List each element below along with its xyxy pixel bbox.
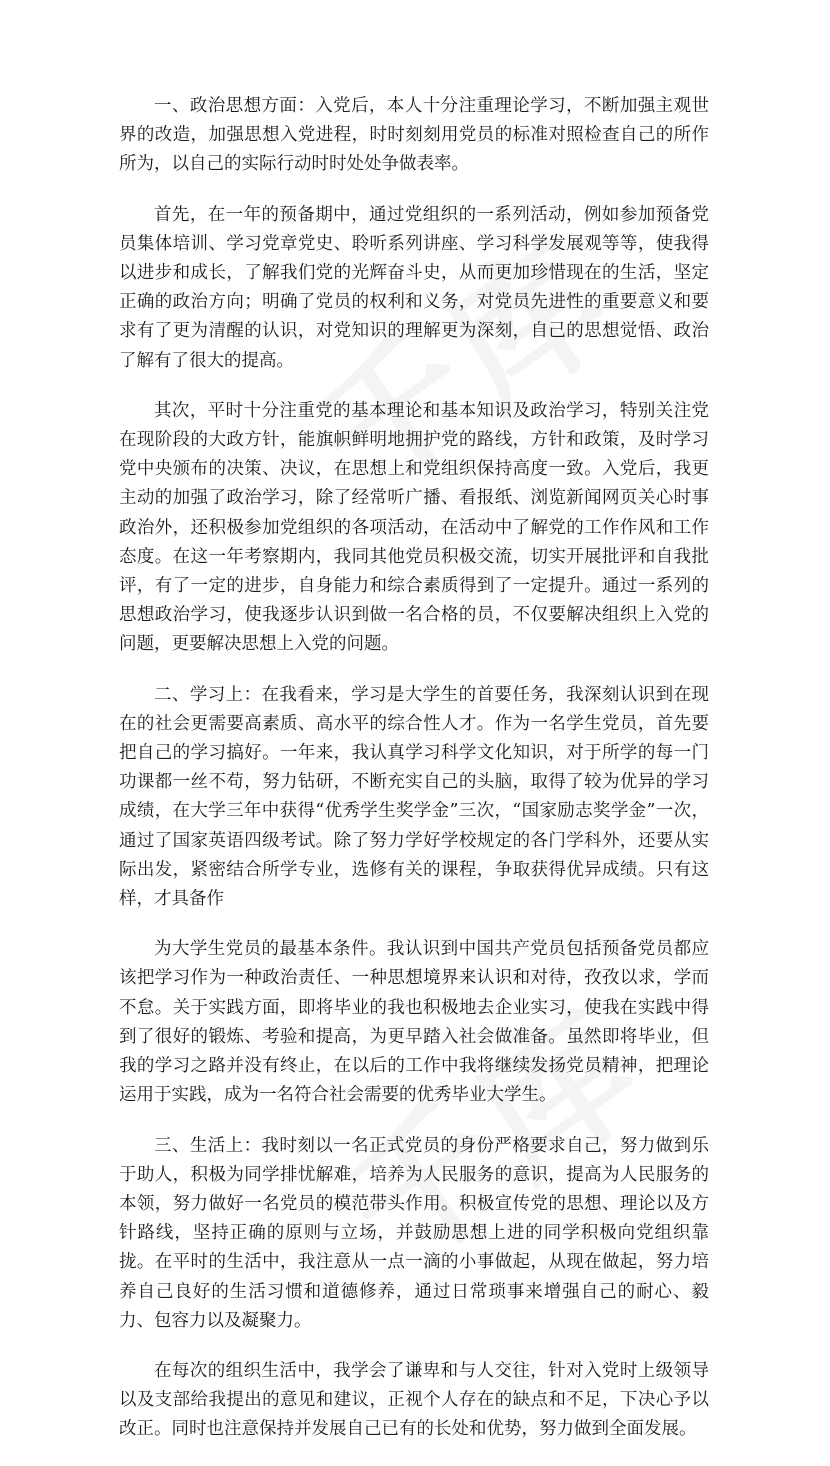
paragraph-organization-life: 在每次的组织生活中，我学会了谦卑和与人交往，针对入党时上级领导以及支部给我提出的意见和建议，正视个人存在的缺点和不足，下决心予以改正。同时也注意保持并发展自己已有的长处和优势，努力做到全面发展。 [119,1360,709,1440]
paragraph-political-thought: 一、政治思想方面：入党后，本人十分注重理论学习，不断加强主观世界的改造，加强思想入党进程，时时刻刻用党员的标准对照检查自己的所作所为，以自己的实际行动时时处处争做表率。 [119,96,709,175]
paragraph-study: 二、学习上：在我看来，学习是大学生的首要任务，我深刻认识到在现在的社会更需要高素质、高水平的综合性人才。作为一名学生党员，首先要把自己的学习搞好。一年来，我认真学习科学文化知识，对于所学的每一门功课都一丝不苟，努力钻研，不断充实自己的头脑，取得了较为优异的学习成绩，在大学三年中获得“优秀学生奖学金”三次，“国家励志奖学金”一次，通过了国家英语四级考试。除了努力学好学校规定的各门学科外，还要从实际出发，紧密结合所学专业，选修有关的课程，争取获得优异成绩。只有这样，才具备作 [119,684,709,910]
paragraph-study-continued: 为大学生党员的最基本条件。我认识到中国共产党员包括预备党员都应该把学习作为一种政治责任、一种思想境界来认识和对待，孜孜以求，学而不怠。关于实践方面，即将毕业的我也积极地去企业实习，使我在实践中得到了很好的锻炼、考验和提高，为更早踏入社会做准备。虽然即将毕业，但我的学习之路并没有终止，在以后的工作中我将继续发扬党员精神，把理论运用于实践，成为一名符合社会需要的优秀毕业大学生。 [119,939,709,1106]
paragraph-life: 三、生活上：我时刻以一名正式党员的身份严格要求自己，努力做到乐于助人，积极为同学排忧解难，培养为人民服务的意识，提高为人民服务的本领，努力做好一名党员的模范带头作用。积极宣传党的思想、理论以及方针路线，坚持正确的原则与立场，并鼓励思想上进的同学积极向党组织靠拢。在平时的生活中，我注意从一点一滴的小事做起，从现在做起，努力培养自己良好的生活习惯和道德修养，通过日常琐事来增强自己的耐心、毅力、包容力以及凝聚力。 [119,1135,709,1331]
document-body [119,92,709,1466]
paragraph-first: 首先，在一年的预备期中，通过党组织的一系列活动，例如参加预备党员集体培训、学习党章党史、聆听系列讲座、学习科学发展观等等，使我得以进步和成长，了解我们党的光辉奋斗史，从而更加珍惜现在的生活，坚定正确的政治方向；明确了党员的权利和义务，对党员先进性的重要意义和要求有了更为清醒的认识，对党知识的理解更为深刻，自己的思想觉悟、政治了解有了很大的提高。 [119,204,709,371]
paragraph-second: 其次，平时十分注重党的基本理论和基本知识及政治学习，特别关注党在现阶段的大政方针，能旗帜鲜明地拥护党的路线，方针和政策，及时学习党中央颁布的决策、决议，在思想上和党组织保持高度一致。入党后，我更主动的加强了政治学习，除了经常听广播、看报纸、浏览新闻网页关心时事政治外，还积极参加党组织的各项活动，在活动中了解党的工作作风和工作态度。在这一年考察期内，我同其他党员积极交流，切实开展批评和自我批评，有了一定的进步，自身能力和综合素质得到了一定提升。通过一系列的思想政治学习，使我逐步认识到做一名合格的员，不仅要解决组织上入党的问题，更要解决思想上入党的问题。 [119,400,709,655]
